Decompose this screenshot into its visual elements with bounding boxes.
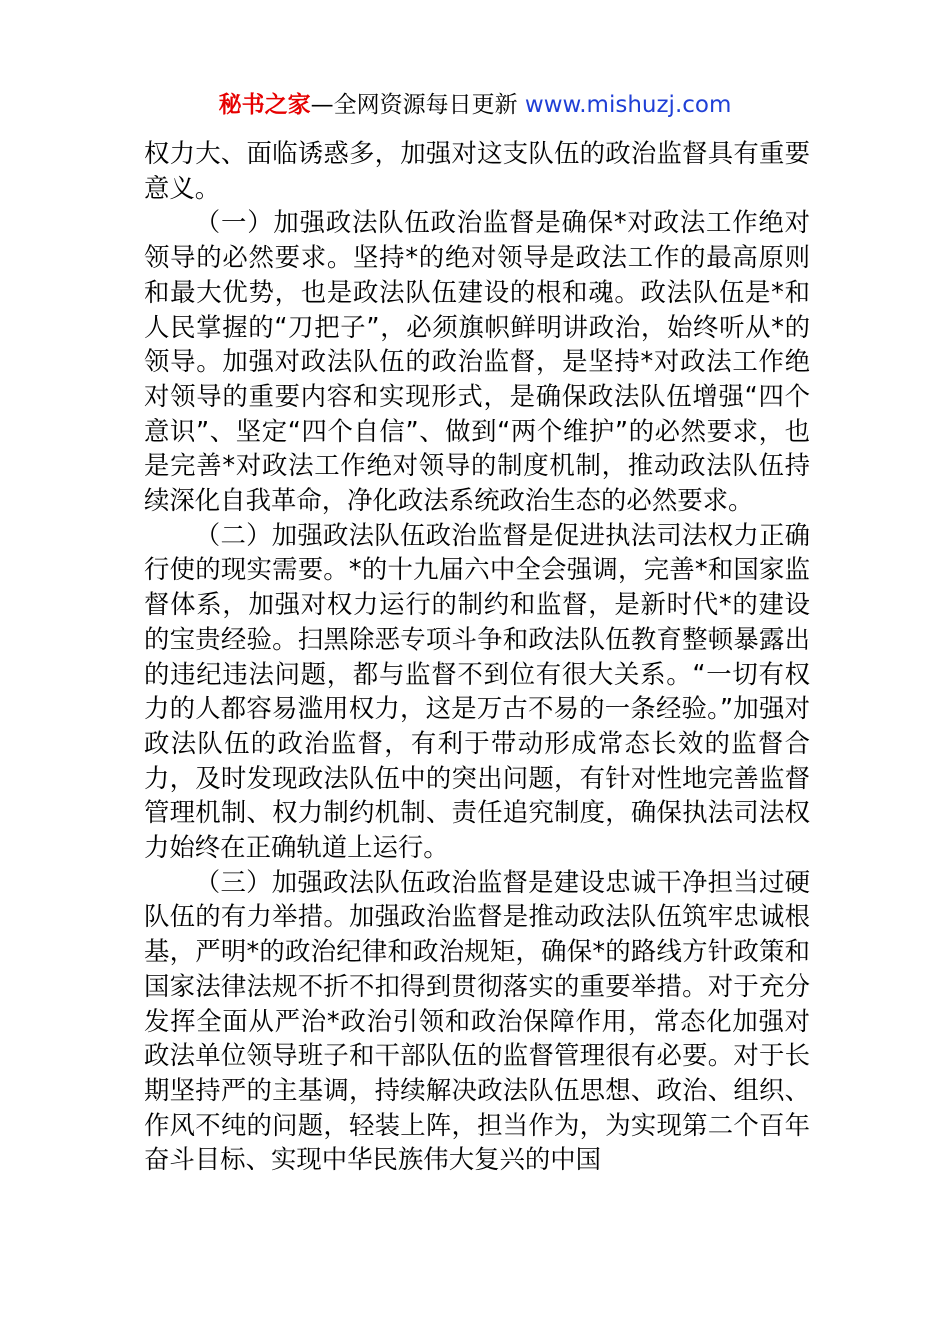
paragraph-continued: 权力大、面临诱惑多，加强对这支队伍的政治监督具有重要意义。 [144,138,810,203]
header-slogan: —全网资源每日更新 [310,92,525,118]
site-url[interactable]: www.mishuzj.com [524,92,732,118]
brand-name: 秘书之家 [218,92,311,118]
site-header [0,88,950,122]
document-body [144,136,810,1177]
paragraph-section-1: （一）加强政法队伍政治监督是确保*对政法工作绝对领导的必然要求。坚持*的绝对领导是政法工作的最高原则和最大优势，也是政法队伍建设的根和魂。政法队伍是*和人民掌握的“刀把子”，必须旗帜鲜明讲政治，始终听从*的领导。加强对政法队伍的政治监督，是坚持*对政法工作绝对领导的重要内容和实现形式，是确保政法队伍增强“四个意识”、坚定“四个自信”、做到“两个维护”的必然要求，也是完善*对政法工作绝对领导的制度机制，推动政法队伍持续深化自我革命，净化政法系统政治生态的必然要求。 [144,207,810,516]
paragraph-section-2: （二）加强政法队伍政治监督是促进执法司法权力正确行使的现实需要。*的十九届六中全会强调，完善*和国家监督体系，加强对权力运行的制约和监督，是新时代*的建设的宝贵经验。扫黑除恶专项斗争和政法队伍教育整顿暴露出的违纪违法问题，都与监督不到位有很大关系。“一切有权力的人都容易滥用权力，这是万古不易的一条经验。”加强对政法队伍的政治监督，有利于带动形成常态长效的监督合力，及时发现政法队伍中的突出问题，有针对性地完善监督管理机制、权力制约机制、责任追究制度，确保执法司法权力始终在正确轨道上运行。 [144,519,810,863]
paragraph-section-3: （三）加强政法队伍政治监督是建设忠诚干净担当过硬队伍的有力举措。加强政治监督是推动政法队伍筑牢忠诚根基，严明*的政治纪律和政治规矩，确保*的路线方针政策和国家法律法规不折不扣得到贯彻落实的重要举措。对于充分发挥全面从严治*政治引领和政治保障作用，常态化加强对政法单位领导班子和干部队伍的监督管理很有必要。对于长期坚持严的主基调，持续解决政法队伍思想、政治、组织、作风不纯的问题，轻装上阵，担当作为，为实现第二个百年奋斗目标、实现中华民族伟大复兴的中国 [144,866,810,1175]
